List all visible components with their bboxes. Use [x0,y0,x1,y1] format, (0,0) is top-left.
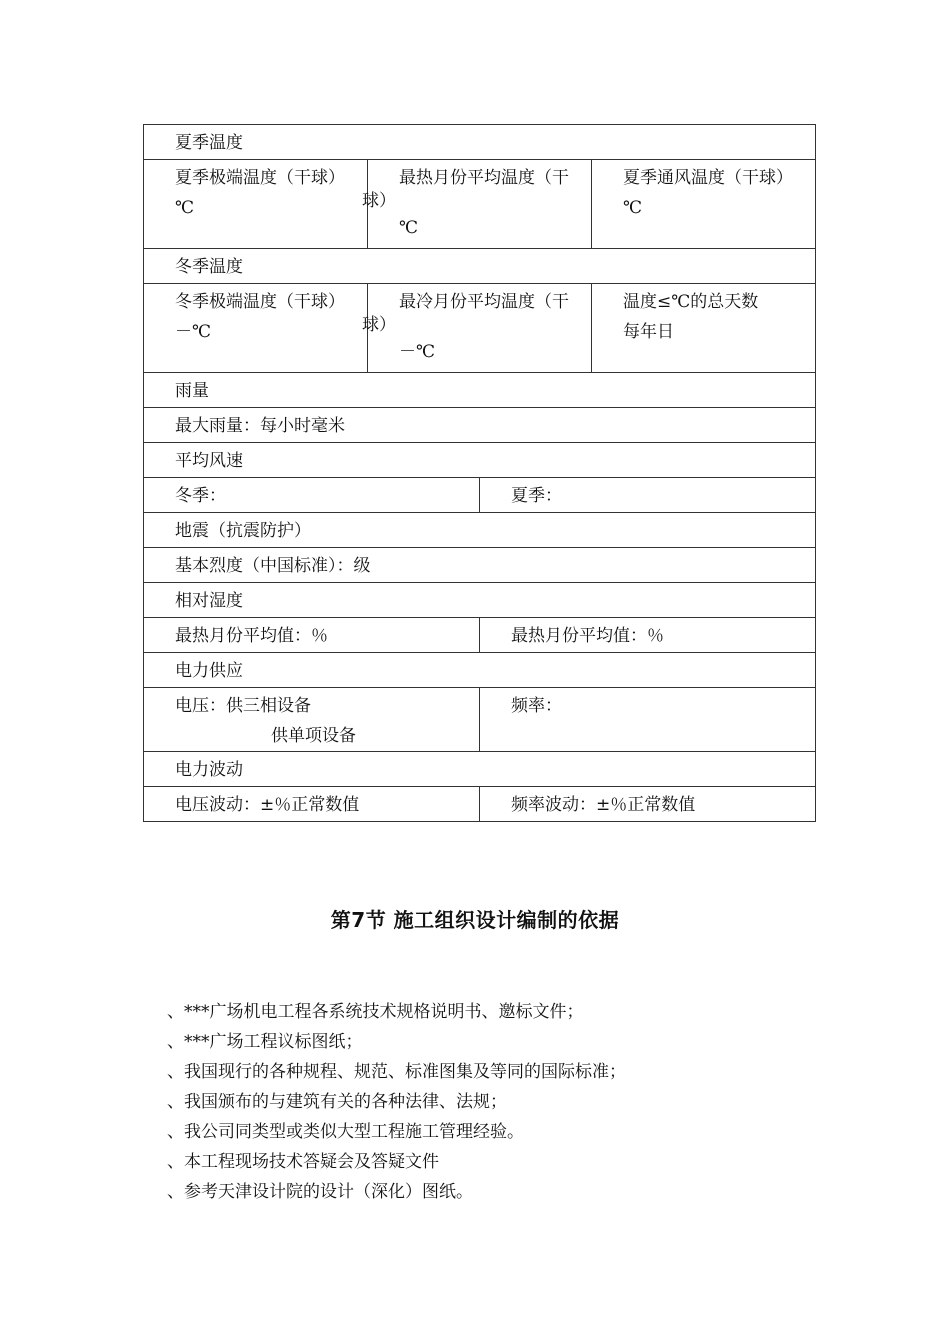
wind-winter-cell: 冬季： [175,486,226,506]
humidity-header: 相对湿度 [175,591,243,611]
temp-days-unit: 每年日 [623,322,674,342]
earthquake-header: 地震（抗震防护） [175,521,311,541]
voltage-cell [144,688,479,751]
hottest-month-avg-unit: ℃ [399,218,419,238]
humidity-right-cell: 最热月份平均值：％ [511,626,664,646]
list-item: 、***广场机电工程各系统技术规格说明书、邀标文件； [167,1002,584,1022]
site-conditions-table [143,124,816,822]
summer-extreme-cell [144,160,367,223]
temp-days-cell [592,284,815,347]
basis-list [167,997,626,1207]
voltage-line-2: 供单项设备 [271,726,356,746]
list-item: 、参考天津设计院的设计（深化）图纸。 [167,1182,473,1202]
avg-wind-header: 平均风速 [175,451,243,471]
list-item: 、本工程现场技术答疑会及答疑文件 [167,1152,439,1172]
voltage-fluct-cell: 电压波动：±％正常数值 [175,795,360,815]
humidity-left-cell: 最热月份平均值：％ [175,626,328,646]
summer-vent-cell [592,160,815,223]
freq-fluct-cell: 频率波动：±％正常数值 [511,795,696,815]
list-item: 、***广场工程议标图纸； [167,1032,363,1052]
frequency-cell: 频率： [511,696,562,716]
winter-extreme-cell [144,284,367,347]
hottest-month-avg-title: 最热月份平均温度（干 [399,168,569,188]
list-item: 、我公司同类型或类似大型工程施工管理经验。 [167,1122,524,1142]
power-supply-header: 电力供应 [175,661,243,681]
winter-extreme-unit: －℃ [175,322,212,342]
summer-extreme-unit: ℃ [175,198,195,218]
summer-temp-header: 夏季温度 [175,133,243,153]
voltage-line-1: 电压：供三相设备 [175,696,311,716]
list-item: 、我国颁布的与建筑有关的各种法律、法规； [167,1092,507,1112]
summer-vent-title: 夏季通风温度（干球） [623,168,793,188]
coldest-month-avg-cell [362,284,591,367]
wind-summer-cell: 夏季： [511,486,562,506]
winter-extreme-title: 冬季极端温度（干球） [175,292,345,312]
coldest-month-avg-wrap: 球） [362,315,396,335]
summer-extreme-title: 夏季极端温度（干球） [175,168,345,188]
hottest-month-avg-cell [362,160,591,243]
power-fluct-header: 电力波动 [175,760,243,780]
list-item: 、我国现行的各种规程、规范、标准图集及等同的国际标准； [167,1062,626,1082]
max-rain-cell: 最大雨量：每小时毫米 [175,416,345,436]
hottest-month-avg-wrap: 球） [362,191,396,211]
rain-header: 雨量 [175,381,209,401]
winter-temp-header: 冬季温度 [175,257,243,277]
coldest-month-avg-title: 最冷月份平均温度（干 [399,292,569,312]
section-heading: 第7节 施工组织设计编制的依据 [330,908,620,932]
summer-vent-unit: ℃ [623,198,643,218]
temp-days-title: 温度≤℃的总天数 [623,292,759,312]
coldest-month-avg-unit: －℃ [399,342,436,362]
intensity-cell: 基本烈度（中国标准）：级 [175,556,371,576]
